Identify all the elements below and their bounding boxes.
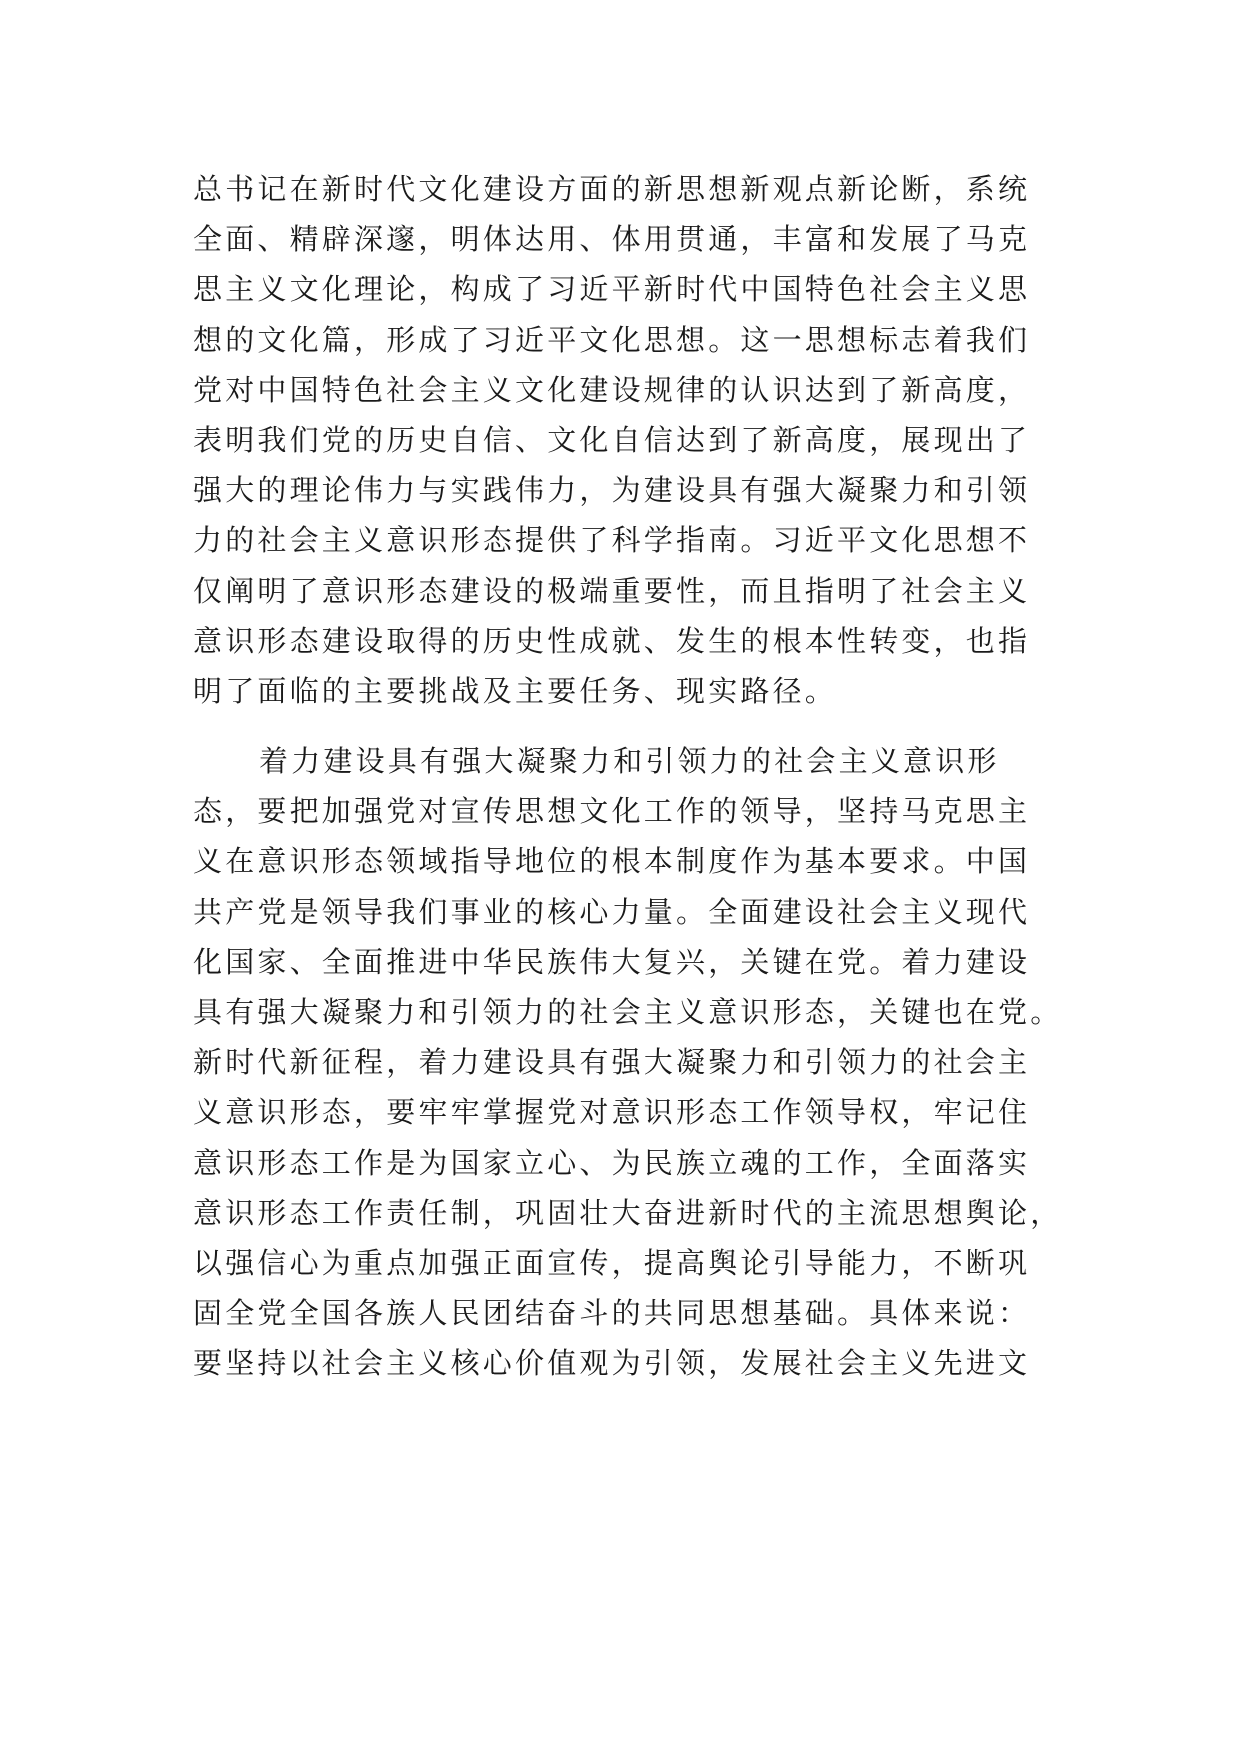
text-line: 总书记在新时代文化建设方面的新思想新观点新论断，系统	[193, 172, 1031, 206]
text-line: 共产党是领导我们事业的核心力量。全面建设社会主义现代	[193, 894, 1031, 929]
text-line: 党对中国特色社会主义文化建设规律的认识达到了新高度，	[193, 372, 1031, 407]
text-line: 化国家、全面推进中华民族伟大复兴，关键在党。着力建设	[193, 944, 1031, 979]
text-line: 态，要把加强党对宣传思想文化工作的领导，坚持马克思主	[193, 794, 1031, 829]
document-body	[193, 164, 1063, 1389]
text-line: 思主义文化理论，构成了习近平新时代中国特色社会主义思	[193, 272, 1031, 307]
paragraph-gap	[193, 716, 1053, 736]
text-line: 意识形态工作是为国家立心、为民族立魂的工作，全面落实	[193, 1145, 1031, 1180]
paragraph-1	[193, 164, 1053, 716]
text-line: 仅阐明了意识形态建设的极端重要性，而且指明了社会主义	[193, 573, 1031, 608]
text-line: 以强信心为重点加强正面宣传，提高舆论引导能力，不断巩	[193, 1245, 1031, 1280]
text-line: 新时代新征程，着力建设具有强大凝聚力和引领力的社会主	[193, 1045, 1031, 1080]
text-line: 义意识形态，要牢牢掌握党对意识形态工作领导权，牢记住	[193, 1095, 1031, 1130]
text-line: 着力建设具有强大凝聚力和引领力的社会主义意识形	[259, 744, 1000, 779]
text-line: 固全党全国各族人民团结奋斗的共同思想基础。具体来说：	[193, 1296, 1031, 1331]
paragraph-2	[193, 736, 1063, 1388]
text-line: 全面、精辟深邃，明体达用、体用贯通，丰富和发展了马克	[193, 222, 1031, 257]
text-line: 意识形态工作责任制，巩固壮大奋进新时代的主流思想舆论，	[193, 1195, 1063, 1230]
text-line: 想的文化篇，形成了习近平文化思想。这一思想标志着我们	[193, 322, 1031, 357]
text-line: 力的社会主义意识形态提供了科学指南。习近平文化思想不	[193, 523, 1031, 558]
text-line: 要坚持以社会主义核心价值观为引领，发展社会主义先进文	[193, 1346, 1031, 1381]
text-line: 义在意识形态领域指导地位的根本制度作为基本要求。中国	[193, 844, 1031, 879]
text-line: 明了面临的主要挑战及主要任务、现实路径。	[193, 673, 838, 708]
text-line: 意识形态建设取得的历史性成就、发生的根本性转变，也指	[193, 623, 1031, 658]
text-line: 具有强大凝聚力和引领力的社会主义意识形态，关键也在党。	[193, 995, 1063, 1029]
text-line: 强大的理论伟力与实践伟力，为建设具有强大凝聚力和引领	[193, 473, 1031, 508]
text-line: 表明我们党的历史自信、文化自信达到了新高度，展现出了	[193, 422, 1031, 457]
